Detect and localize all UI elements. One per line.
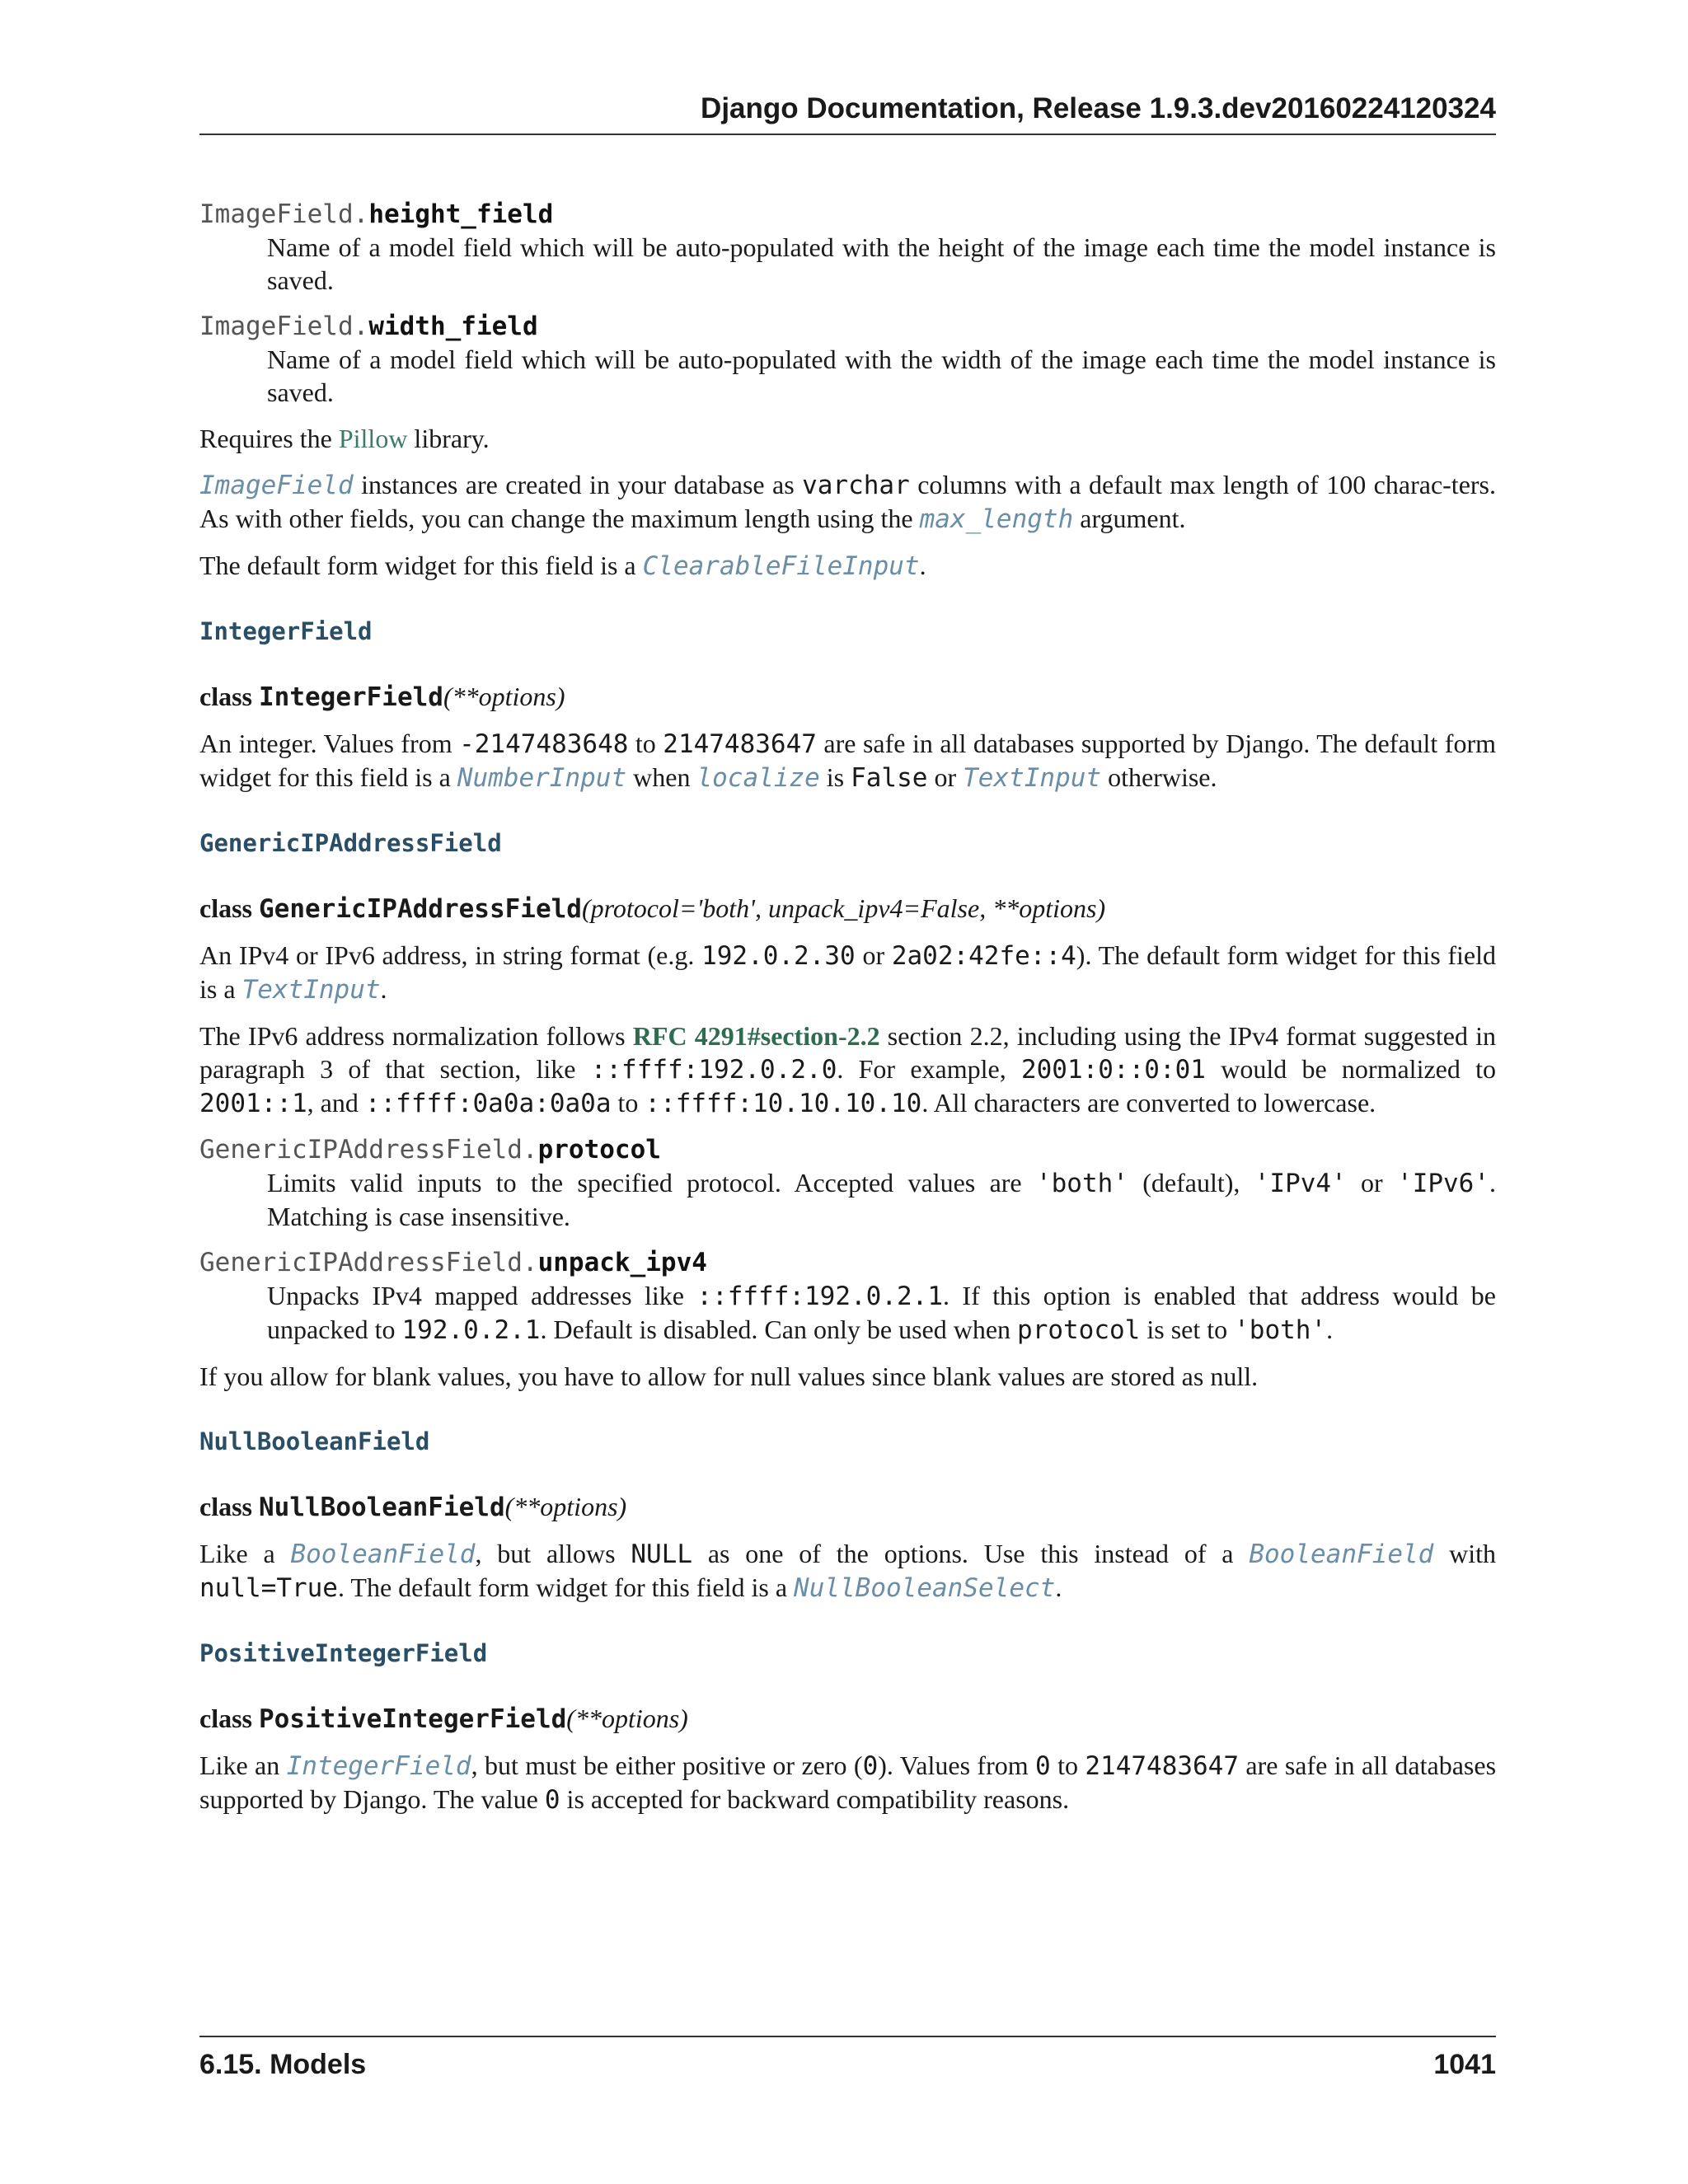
footer-page-number: 1041	[1433, 2049, 1496, 2080]
page-content	[199, 198, 1496, 1816]
class-signature-positiveintegerfield: class PositiveIntegerField(**options)	[199, 1704, 688, 1734]
class-signature-integerfield: class IntegerField(**options)	[199, 682, 565, 712]
section-nullbooleanfield: NullBooleanField	[199, 1427, 430, 1455]
rfc-4291-link[interactable]: RFC 4291#section-2.2	[632, 1021, 880, 1051]
width-field-description: Name of a model field which will be auto-populated with the width of the image each time the model instance is saved.	[267, 344, 1496, 407]
clearablefileinput-link[interactable]: ClearableFileInput	[642, 551, 920, 581]
section-genericipaddressfield: GenericIPAddressField	[199, 829, 502, 857]
localize-link[interactable]: localize	[696, 763, 820, 793]
page-footer	[199, 2036, 1496, 2088]
section-positiveintegerfield: PositiveIntegerField	[199, 1639, 488, 1667]
attribute-protocol: GenericIPAddressField.protocol	[199, 1135, 661, 1165]
page-header	[199, 91, 1496, 135]
imagefield-varchar-paragraph: ImageField instances are created in your database as varchar columns with a default max length of 100 charac-ters. As with other fields, you can change the maximum length using the max_length argument.	[199, 470, 1497, 534]
footer-section: 6.15. Models	[199, 2049, 367, 2080]
attribute-width-field: ImageField.width_field	[199, 312, 538, 341]
class-signature-genericipaddressfield: class GenericIPAddressField(protocol='both', unpack_ipv4=False, **options)	[199, 893, 1106, 924]
protocol-description: Limits valid inputs to the specified protocol. Accepted values are 'both' (default), 'IPv4' or 'IPv6'. Matching is case insensitive.	[267, 1168, 1497, 1231]
section-integerfield: IntegerField	[199, 617, 373, 645]
nullboolean-description: Like a BooleanField, but allows NULL as one of the options. Use this instead of a BooleanField with null=True. The default form widget for this field is a NullBooleanSelect.	[199, 1539, 1497, 1603]
blank-values-paragraph: If you allow for blank values, you have to allow for null values since blank values are stored as null.	[199, 1361, 1259, 1391]
positiveinteger-description: Like an IntegerField, but must be either positive or zero (0). Values from 0 to 2147483647 are safe in all databases supported by Django. The value 0 is accepted for backward compatibility reasons.	[199, 1750, 1497, 1815]
textinput-link-2[interactable]: TextInput	[241, 975, 381, 1005]
class-signature-nullbooleanfield: class NullBooleanField(**options)	[199, 1492, 627, 1522]
genericip-description: An IPv4 or IPv6 address, in string format (e.g. 192.0.2.30 or 2a02:42fe::4). The default form widget for this field is a TextInput.	[199, 940, 1497, 1005]
attribute-height-field: ImageField.height_field	[199, 199, 554, 229]
pillow-link[interactable]: Pillow	[338, 424, 408, 453]
integerfield-link[interactable]: IntegerField	[286, 1751, 471, 1781]
booleanfield-link-2[interactable]: BooleanField	[1249, 1540, 1434, 1569]
requires-paragraph: Requires the Pillow library.	[199, 424, 490, 453]
nullbooleanselect-link[interactable]: NullBooleanSelect	[794, 1573, 1056, 1603]
document-page	[199, 0, 1496, 2184]
attribute-unpack-ipv4: GenericIPAddressField.unpack_ipv4	[199, 1248, 707, 1277]
textinput-link[interactable]: TextInput	[963, 763, 1102, 793]
max-length-link[interactable]: max_length	[919, 504, 1074, 534]
imagefield-widget-paragraph: The default form widget for this field is a ClearableFileInput.	[199, 551, 926, 581]
integerfield-description: An integer. Values from -2147483648 to 2147483647 are safe in all databases supported by Django. The default form widget for this field is a NumberInput when localize is False or TextInput otherwise.	[199, 729, 1497, 793]
booleanfield-link[interactable]: BooleanField	[290, 1540, 476, 1569]
genericip-normalization: The IPv6 address normalization follows RFC 4291#section-2.2 section 2.2, including using the IPv4 format suggested in paragraph 3 of that section, like ::ffff:192.0.2.0. For example, 2001:0::0:01 would be normalized to 2001::1, and ::ffff:0a0a:0a0a to ::ffff:10.10.10.10. All characters are converted to lowercase.	[199, 1021, 1497, 1118]
imagefield-link[interactable]: ImageField	[199, 471, 354, 500]
height-field-description: Name of a model field which will be auto-populated with the height of the image each time the model instance is saved.	[267, 232, 1496, 295]
header-title: Django Documentation, Release 1.9.3.dev20160224120324	[701, 92, 1496, 124]
numberinput-link[interactable]: NumberInput	[457, 763, 627, 793]
unpack-ipv4-description: Unpacks IPv4 mapped addresses like ::ffff:192.0.2.1. If this option is enabled that address would be unpacked to 192.0.2.1. Default is disabled. Can only be used when protocol is set to 'both'.	[267, 1281, 1497, 1345]
